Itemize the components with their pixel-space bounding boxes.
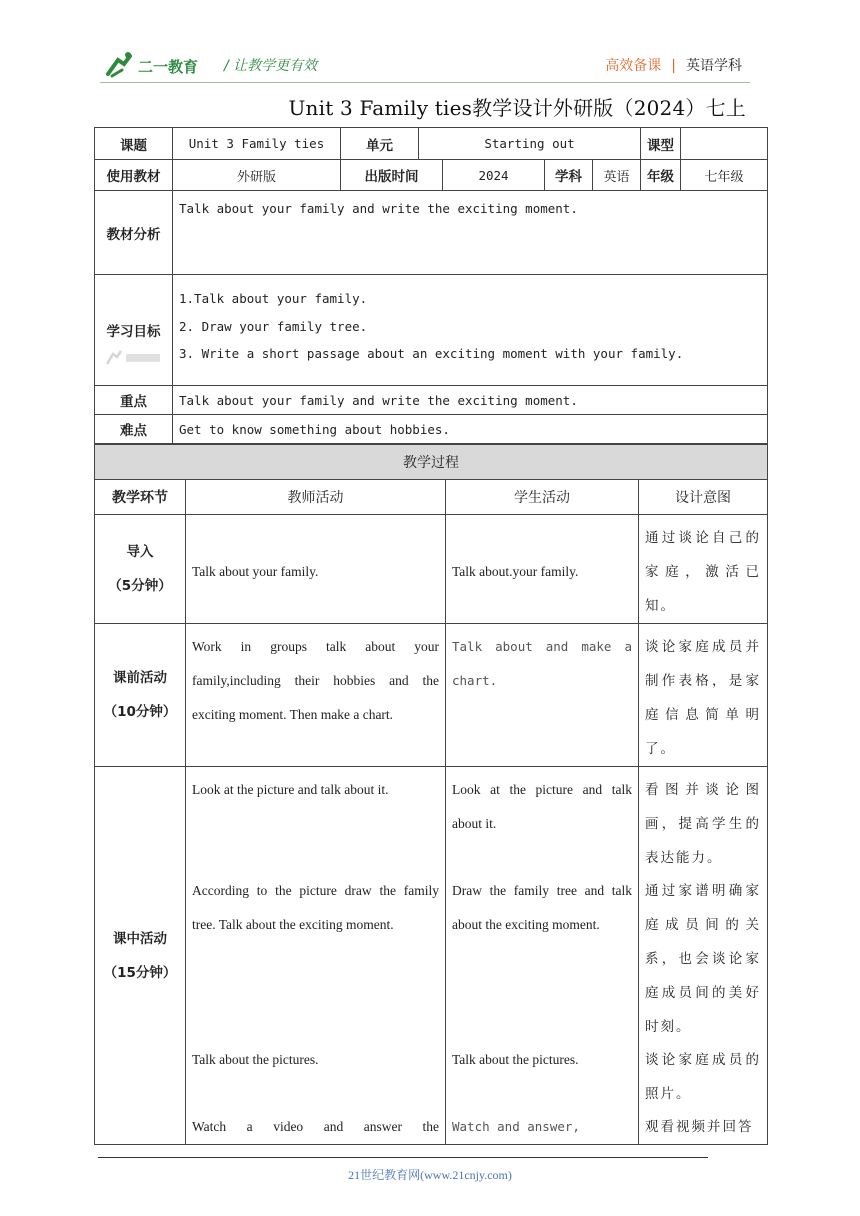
stage-cell: [95, 515, 186, 624]
slogan: / 让教学更有效: [224, 58, 318, 74]
type-value: [681, 128, 768, 160]
process-row-intro: [95, 515, 768, 624]
grade-value: 七年级: [681, 160, 768, 191]
subject-label: 学科: [545, 160, 593, 191]
difficult-value: Get to know something about hobbies.: [173, 415, 768, 444]
analysis-label: 教材分析: [95, 191, 173, 275]
teacher-activity: Watch a video and answer the: [192, 1119, 439, 1134]
stage-cell: [95, 767, 186, 1145]
design-intent: 观看视频并回答: [645, 1119, 754, 1135]
student-activity: Talk about and make a chart.: [446, 624, 639, 767]
design-intent: 谈论家庭成员的照片。: [645, 1052, 761, 1102]
footer-divider: [98, 1157, 708, 1158]
stage-name: 课中活动: [113, 930, 167, 947]
design-intent: 看图并谈论图画，提高学生的表达能力。: [645, 782, 761, 866]
info-row-difficult: [95, 415, 768, 444]
watermark-logo-icon: [104, 346, 164, 368]
teacher-activity: According to the picture draw the family tree. Talk about the exciting moment.: [192, 883, 439, 932]
teacher-activity: Talk about your family.: [186, 515, 446, 624]
student-activity-list: [446, 767, 639, 1145]
page-header: [0, 0, 860, 90]
difficult-label: 难点: [95, 415, 173, 444]
teacher-activity-list: [186, 767, 446, 1145]
process-title-row: [95, 445, 768, 480]
goals-label: 学习目标: [95, 275, 173, 386]
document-title: Unit 3 Family ties教学设计外研版（2024）七上: [288, 96, 746, 120]
header-tag-subject: 英语学科: [686, 58, 742, 74]
info-row-topic: [95, 128, 768, 160]
process-row-pre: [95, 624, 768, 767]
stage-time: （15分钟）: [103, 964, 177, 981]
stage-cell: [95, 624, 186, 767]
subject-value: 英语: [593, 160, 641, 191]
goal-item: 2. Draw your family tree.: [179, 318, 368, 334]
type-label: 课型: [641, 128, 681, 160]
unit-label: 单元: [341, 128, 419, 160]
footer-text: 21世纪教育网(www.21cnjy.com): [348, 1168, 512, 1182]
info-row-textbook: [95, 160, 768, 191]
header-right: [605, 55, 742, 75]
info-table: [94, 127, 768, 444]
topic-label: 课题: [95, 128, 173, 160]
design-intent-list: [639, 767, 768, 1145]
grade-label: 年级: [641, 160, 681, 191]
header-student: 学生活动: [446, 480, 639, 515]
header-tag-prep: 高效备课: [605, 58, 662, 74]
header-separator: |: [671, 58, 676, 74]
info-row-analysis: [95, 191, 768, 275]
student-activity: Talk about the pictures.: [452, 1052, 579, 1067]
topic-value: Unit 3 Family ties: [173, 128, 341, 160]
pubtime-label: 出版时间: [341, 160, 443, 191]
stage-name: 导入: [126, 544, 154, 560]
process-header-row: [95, 480, 768, 515]
header-stage: 教学环节: [95, 480, 186, 515]
student-activity: Talk about.your family.: [446, 515, 639, 624]
key-value: Talk about your family and write the exciting moment.: [173, 386, 768, 415]
goal-item: 3. Write a short passage about an exciting moment with your family.: [179, 346, 684, 361]
stage-time: （10分钟）: [103, 704, 177, 720]
design-intent: 谈论家庭成员并制作表格，是家庭信息简单明了。: [639, 624, 768, 767]
student-activity: Look at the picture and talk about it.: [452, 782, 632, 831]
process-row-main: [95, 767, 768, 1145]
header-teacher: 教师活动: [186, 480, 446, 515]
header-divider: [100, 82, 750, 83]
teacher-activity: Look at the picture and talk about it.: [192, 782, 389, 797]
teacher-activity: Talk about the pictures.: [192, 1052, 319, 1067]
stage-time: （5分钟）: [108, 578, 172, 594]
info-row-goals: [95, 275, 768, 386]
design-intent: 通过谈论自己的家庭，激活已知。: [639, 515, 768, 624]
stage-name: 课前活动: [113, 670, 167, 686]
textbook-label: 使用教材: [95, 160, 173, 191]
logo-text: 二一教育: [138, 58, 199, 76]
process-title: 教学过程: [95, 445, 768, 480]
brand-logo: [104, 50, 212, 80]
goals-list: [173, 275, 768, 386]
textbook-value: 外研版: [173, 160, 341, 191]
design-intent: 通过家谱明确家庭成员间的关系，也会谈论家庭成员间的美好时刻。: [645, 883, 761, 1035]
info-row-key: [95, 386, 768, 415]
student-activity: Draw the family tree and talk about the exciting moment.: [452, 883, 632, 932]
header-intent: 设计意图: [639, 480, 768, 515]
unit-value: Starting out: [419, 128, 641, 160]
key-label: 重点: [95, 386, 173, 415]
process-table: [94, 444, 768, 1145]
goal-item: 1.Talk about your family.: [179, 291, 368, 306]
pubtime-value: 2024: [443, 160, 545, 191]
teacher-activity: Work in groups talk about your family,including their hobbies and the exciting moment. Then make a chart.: [186, 624, 446, 767]
analysis-value: Talk about your family and write the exciting moment.: [173, 191, 768, 275]
student-activity: Watch and answer,: [452, 1119, 580, 1134]
